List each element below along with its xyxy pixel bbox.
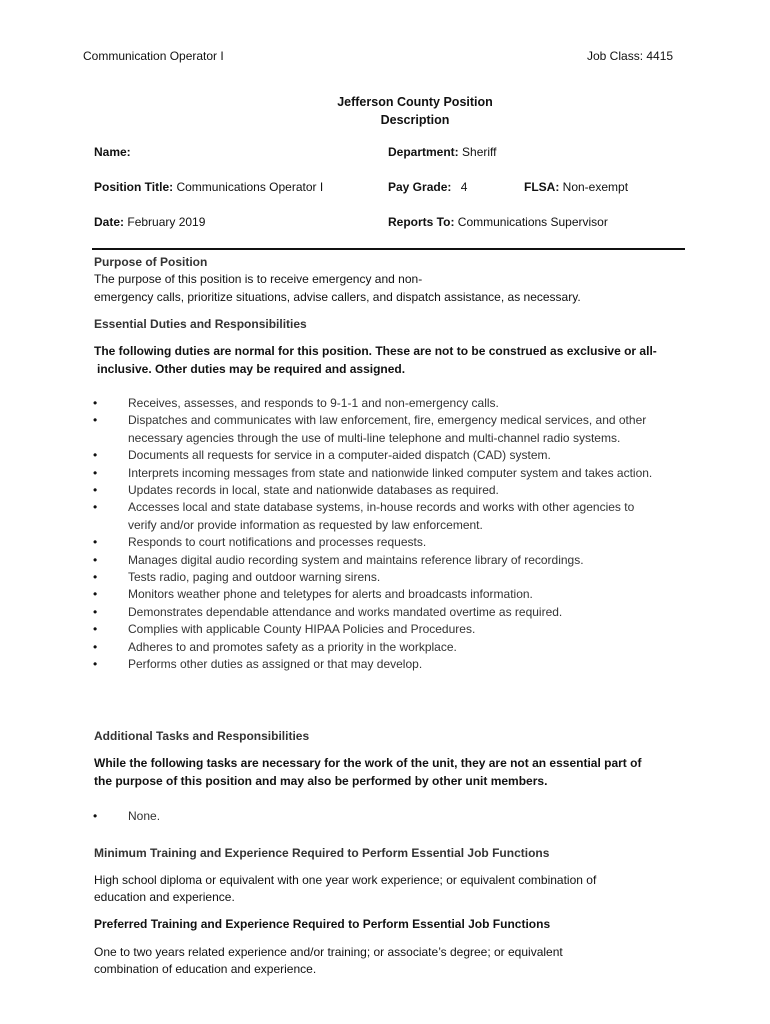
header-doc-name: Communication Operator I bbox=[83, 49, 224, 63]
department-value: Sheriff bbox=[462, 145, 497, 159]
bullet-icon: • bbox=[93, 396, 98, 410]
additional-bullet: • bbox=[93, 809, 98, 823]
duty-item bbox=[92, 656, 662, 673]
department-field bbox=[388, 145, 497, 159]
bullet-icon: • bbox=[93, 413, 98, 428]
duty-text: Adheres to and promotes safety as a priority in the workplace. bbox=[128, 639, 457, 654]
date-value: February 2019 bbox=[127, 215, 206, 229]
additional-intro-line-1: While the following tasks are necessary for the work of the unit, they are not an essential part of bbox=[94, 756, 642, 770]
pay-grade-value: 4 bbox=[460, 180, 468, 194]
section-divider bbox=[92, 248, 685, 250]
preferred-line-2: combination of education and experience. bbox=[94, 962, 317, 976]
duty-item bbox=[92, 552, 662, 569]
bullet-icon: • bbox=[93, 604, 98, 619]
department-label: Department: bbox=[388, 145, 459, 159]
duty-text: Performs other duties as assigned or that may develop. bbox=[128, 657, 423, 672]
reports-to-value: Communications Supervisor bbox=[457, 215, 608, 229]
bullet-icon: • bbox=[93, 535, 98, 550]
flsa-field bbox=[524, 180, 628, 194]
title-line-2: Description bbox=[380, 113, 450, 127]
bullet-icon: • bbox=[93, 483, 98, 498]
essential-intro-line-2: inclusive. Other duties may be required and assigned. bbox=[97, 362, 406, 376]
minimum-heading: Minimum Training and Experience Required to Perform Essential Job Functions bbox=[94, 846, 550, 860]
duty-item bbox=[92, 499, 662, 534]
duty-item bbox=[92, 412, 662, 447]
position-title-label: Position Title: bbox=[94, 180, 174, 194]
name-field bbox=[94, 145, 131, 159]
name-label: Name: bbox=[94, 145, 131, 159]
duty-text: Demonstrates dependable attendance and works mandated overtime as required. bbox=[128, 604, 563, 619]
date-field bbox=[94, 215, 205, 229]
duty-item bbox=[92, 395, 662, 412]
reports-to-field bbox=[388, 215, 608, 229]
purpose-line-1: The purpose of this position is to receive emergency and non- bbox=[94, 272, 423, 286]
duty-text: Accesses local and state database systems, in-house records and works with other agencies to verify and/or provide information as requested by law enforcement. bbox=[128, 500, 635, 532]
purpose-line-2: emergency calls, prioritize situations, advise callers, and dispatch assistance, as necessary. bbox=[94, 290, 581, 304]
duty-text: Monitors weather phone and teletypes for alerts and broadcasts information. bbox=[128, 587, 533, 602]
minimum-line-2: education and experience. bbox=[94, 890, 235, 904]
bullet-icon: • bbox=[93, 657, 98, 672]
bullet-icon: • bbox=[93, 465, 98, 480]
pay-grade-field bbox=[388, 180, 467, 194]
duty-text: Updates records in local, state and nationwide databases as required. bbox=[128, 483, 499, 498]
duty-text: Manages digital audio recording system and maintains reference library of recordings. bbox=[128, 552, 584, 567]
duty-item bbox=[92, 465, 662, 482]
pay-grade-label: Pay Grade: bbox=[388, 180, 452, 194]
position-title-value: Communications Operator I bbox=[176, 180, 324, 194]
duty-item bbox=[92, 482, 662, 499]
header-job-class: Job Class: 4415 bbox=[587, 49, 674, 63]
duty-text: Documents all requests for service in a computer-aided dispatch (CAD) system. bbox=[128, 448, 551, 463]
essential-heading: Essential Duties and Responsibilities bbox=[94, 317, 307, 331]
bullet-icon: • bbox=[93, 639, 98, 654]
duty-text: Receives, assesses, and responds to 9-1-1 and non-emergency calls. bbox=[128, 396, 499, 410]
duty-item bbox=[92, 586, 662, 603]
preferred-line-1: One to two years related experience and/or training; or associate’s degree; or equivalent bbox=[94, 945, 563, 959]
duty-item bbox=[92, 604, 662, 621]
duty-text: Dispatches and communicates with law enforcement, fire, emergency medical services, and other necessary agencies through the use of multi-line telephone and multi-channel radio systems. bbox=[128, 413, 647, 445]
position-title-field bbox=[94, 180, 323, 194]
reports-to-label: Reports To: bbox=[388, 215, 455, 229]
bullet-icon: • bbox=[93, 448, 98, 463]
flsa-value: Non-exempt bbox=[562, 180, 629, 194]
duty-text: Tests radio, paging and outdoor warning sirens. bbox=[128, 570, 381, 585]
duties-list bbox=[92, 395, 662, 674]
duty-item bbox=[92, 447, 662, 464]
bullet-icon: • bbox=[93, 552, 98, 567]
duty-text: Interprets incoming messages from state and nationwide linked computer system and takes action. bbox=[128, 465, 653, 480]
preferred-heading: Preferred Training and Experience Required to Perform Essential Job Functions bbox=[94, 917, 551, 931]
bullet-icon: • bbox=[93, 622, 98, 637]
purpose-heading: Purpose of Position bbox=[94, 255, 208, 269]
page-title bbox=[0, 93, 770, 129]
bullet-icon: • bbox=[93, 570, 98, 585]
duty-text: Complies with applicable County HIPAA Policies and Procedures. bbox=[128, 622, 476, 637]
minimum-line-1: High school diploma or equivalent with one year work experience; or equivalent combination of bbox=[94, 873, 597, 887]
bullet-icon: • bbox=[93, 500, 98, 515]
bullet-icon: • bbox=[93, 587, 98, 602]
duty-item bbox=[92, 534, 662, 551]
duty-item bbox=[92, 569, 662, 586]
title-line-1: Jefferson County Position bbox=[337, 95, 493, 109]
essential-intro-line-1: The following duties are normal for this position. These are not to be construed as exclusive or all- bbox=[94, 344, 657, 358]
flsa-label: FLSA: bbox=[524, 180, 560, 194]
duty-item bbox=[92, 621, 662, 638]
date-label: Date: bbox=[94, 215, 125, 229]
additional-intro-line-2: the purpose of this position and may also be performed by other unit members. bbox=[94, 774, 548, 788]
duty-text: Responds to court notifications and processes requests. bbox=[128, 535, 427, 550]
additional-heading: Additional Tasks and Responsibilities bbox=[94, 729, 310, 743]
additional-item: None. bbox=[128, 809, 161, 823]
duty-item bbox=[92, 639, 662, 656]
